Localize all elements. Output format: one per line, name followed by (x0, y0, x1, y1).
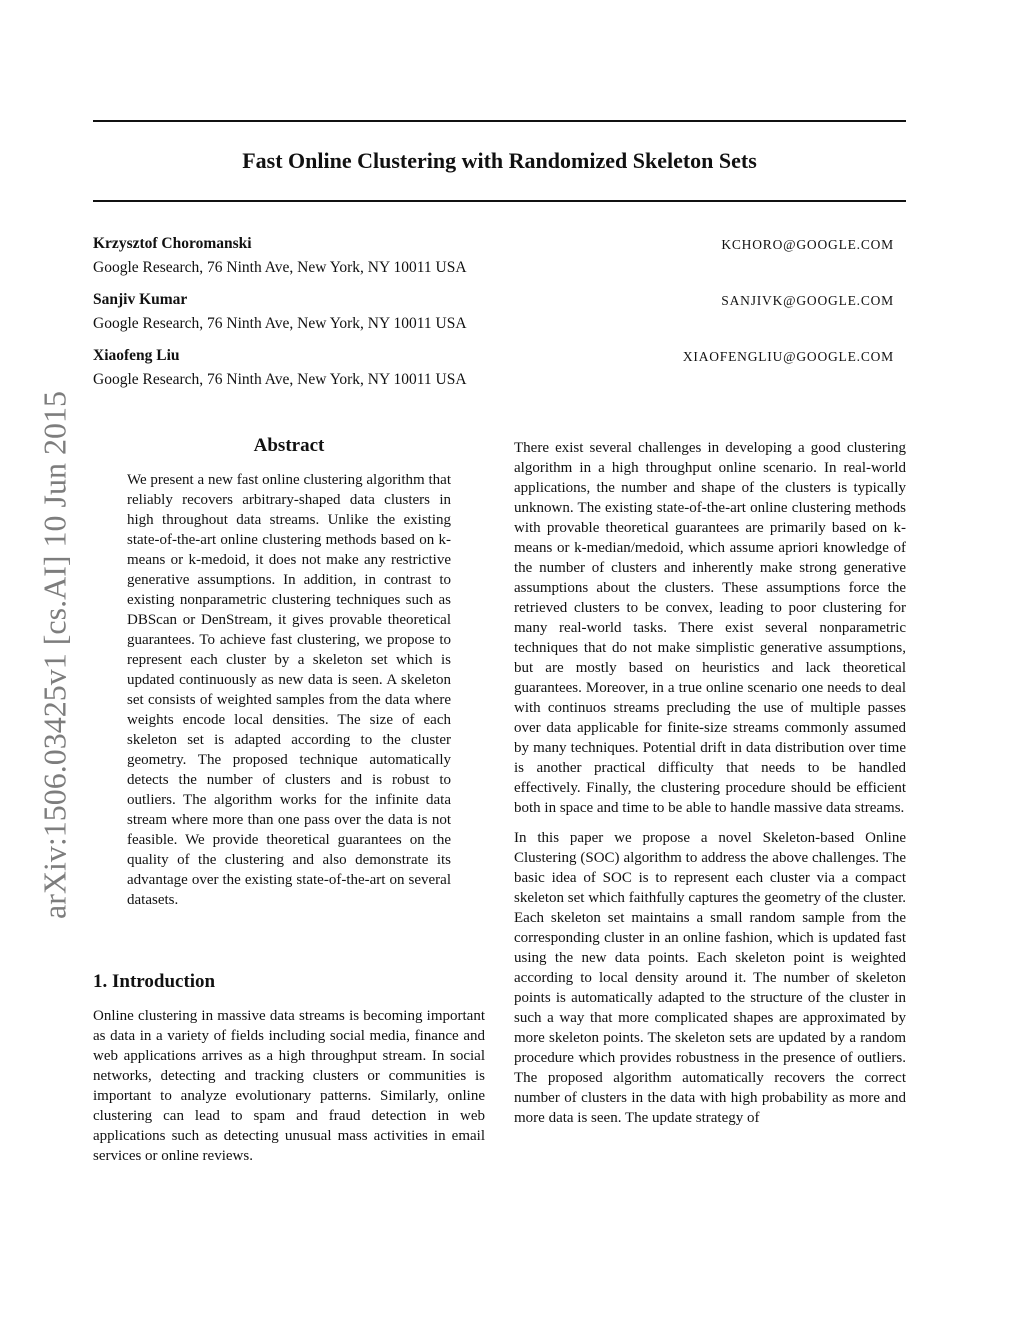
author-affiliation: Google Research, 76 Ninth Ave, New York, NY 10011 USA (93, 315, 467, 332)
author-email: KCHORO@GOOGLE.COM (721, 237, 894, 252)
author-email: XIAOFENGLIU@GOOGLE.COM (682, 349, 894, 364)
section-heading-introduction: 1. Introduction (93, 971, 216, 992)
author-affiliation: Google Research, 76 Ninth Ave, New York, NY 10011 USA (93, 259, 467, 276)
arxiv-identifier: arXiv:1506.03425v1 [cs.AI] 10 Jun 2015 (36, 391, 73, 919)
abstract-text: We present a new fast online clustering algorithm that reliably recovers arbitrary-shaped data clusters in high throughout data streams. Unlike the existing state-of-the-art online clustering methods based on k-means or k-medoid, it does not make any restrictive generative assumptions. In addition, in contrast to existing nonparametric clustering techniques such as DBScan or DenStream, it gives provable theoretical guarantees. To achieve fast clustering, we propose to represent each cluster by a skeleton set which is updated continuously as new data is seen. A skeleton set consists of weighted samples from the data where weights encode local densities. The size of each skeleton set is adapted according to the cluster geometry. The proposed technique automatically detects the number of clusters and is robust to outliers. The algorithm works for the infinite data stream where more than one pass over the data is not feasible. We provide theoretical guarantees on the quality of the clustering and also demonstrate its advantage over the existing state-of-the-art on several datasets. (127, 472, 451, 908)
intro-paragraph: Online clustering in massive data streams is becoming important as data in a variety of fields including social media, finance and web applications arrives as a high throughput stream. In social networks, detecting and tracking clusters or communities is important to analyze evolutionary patterns. Similarly, online clustering can lead to spam and fraud detection in web applications such as detecting unusual mass activities in email services or online reviews. (93, 1008, 485, 1164)
abstract-heading: Abstract (253, 435, 325, 456)
author-affiliation: Google Research, 76 Ninth Ave, New York, NY 10011 USA (93, 371, 467, 388)
right-column (514, 438, 906, 1128)
author-name: Krzysztof Choromanski (93, 235, 252, 252)
paper-title: Fast Online Clustering with Randomized Skeleton Sets (242, 148, 757, 173)
intro-paragraph: There exist several challenges in developing a good clustering algorithm in a high throughput online scenario. In real-world applications, the number and shape of the clusters is typically unknown. The existing state-of-the-art online clustering methods with provable theoretical guarantees are primarily based on k-means or k-median/medoid, which assume apriori knowledge of the number of clusters and inherently make strong generative assumptions about the clusters. These assumptions force the retrieved clusters to be convex, leading to poor clustering for many real-world tasks. There exist several nonparametric techniques that do not make simplistic generative assumptions, but are mostly based on heuristics and lack theoretical guarantees. Moreover, in a true online scenario one needs to deal with continuos streams precluding the use of multiple passes over data applicable for finite-size streams commonly assumed by many techniques. Potential drift in data distribution over time is another practical difficulty that needs to be handled effectively. Finally, the clustering procedure should be efficient both in space and time to be able to handle massive data streams. (514, 440, 906, 816)
intro-paragraph: In this paper we propose a novel Skeleton-based Online Clustering (SOC) algorithm to address the above challenges. The basic idea of SOC is to represent each cluster via a compact skeleton set which faithfully captures the geometry of the cluster. Each skeleton set maintains a small random sample from the corresponding cluster in an online fashion, which is updated fast using the new data points. Each skeleton point is weighted according to local density around it. The number of skeleton points is automatically adapted to the structure of the cluster in such a way that more complicated shapes are approximated by more skeleton points. The skeleton sets are updated by a random procedure which provides robustness in the presence of outliers. The proposed algorithm automatically recovers the correct number of clusters in the data with high probability as more and more data is seen. The update strategy of (514, 830, 906, 1126)
top-rule (93, 120, 906, 122)
author-name: Xiaofeng Liu (93, 347, 180, 364)
author-email: SANJIVK@GOOGLE.COM (721, 293, 894, 308)
title-bottom-rule (93, 200, 906, 202)
author-name: Sanjiv Kumar (93, 291, 188, 308)
